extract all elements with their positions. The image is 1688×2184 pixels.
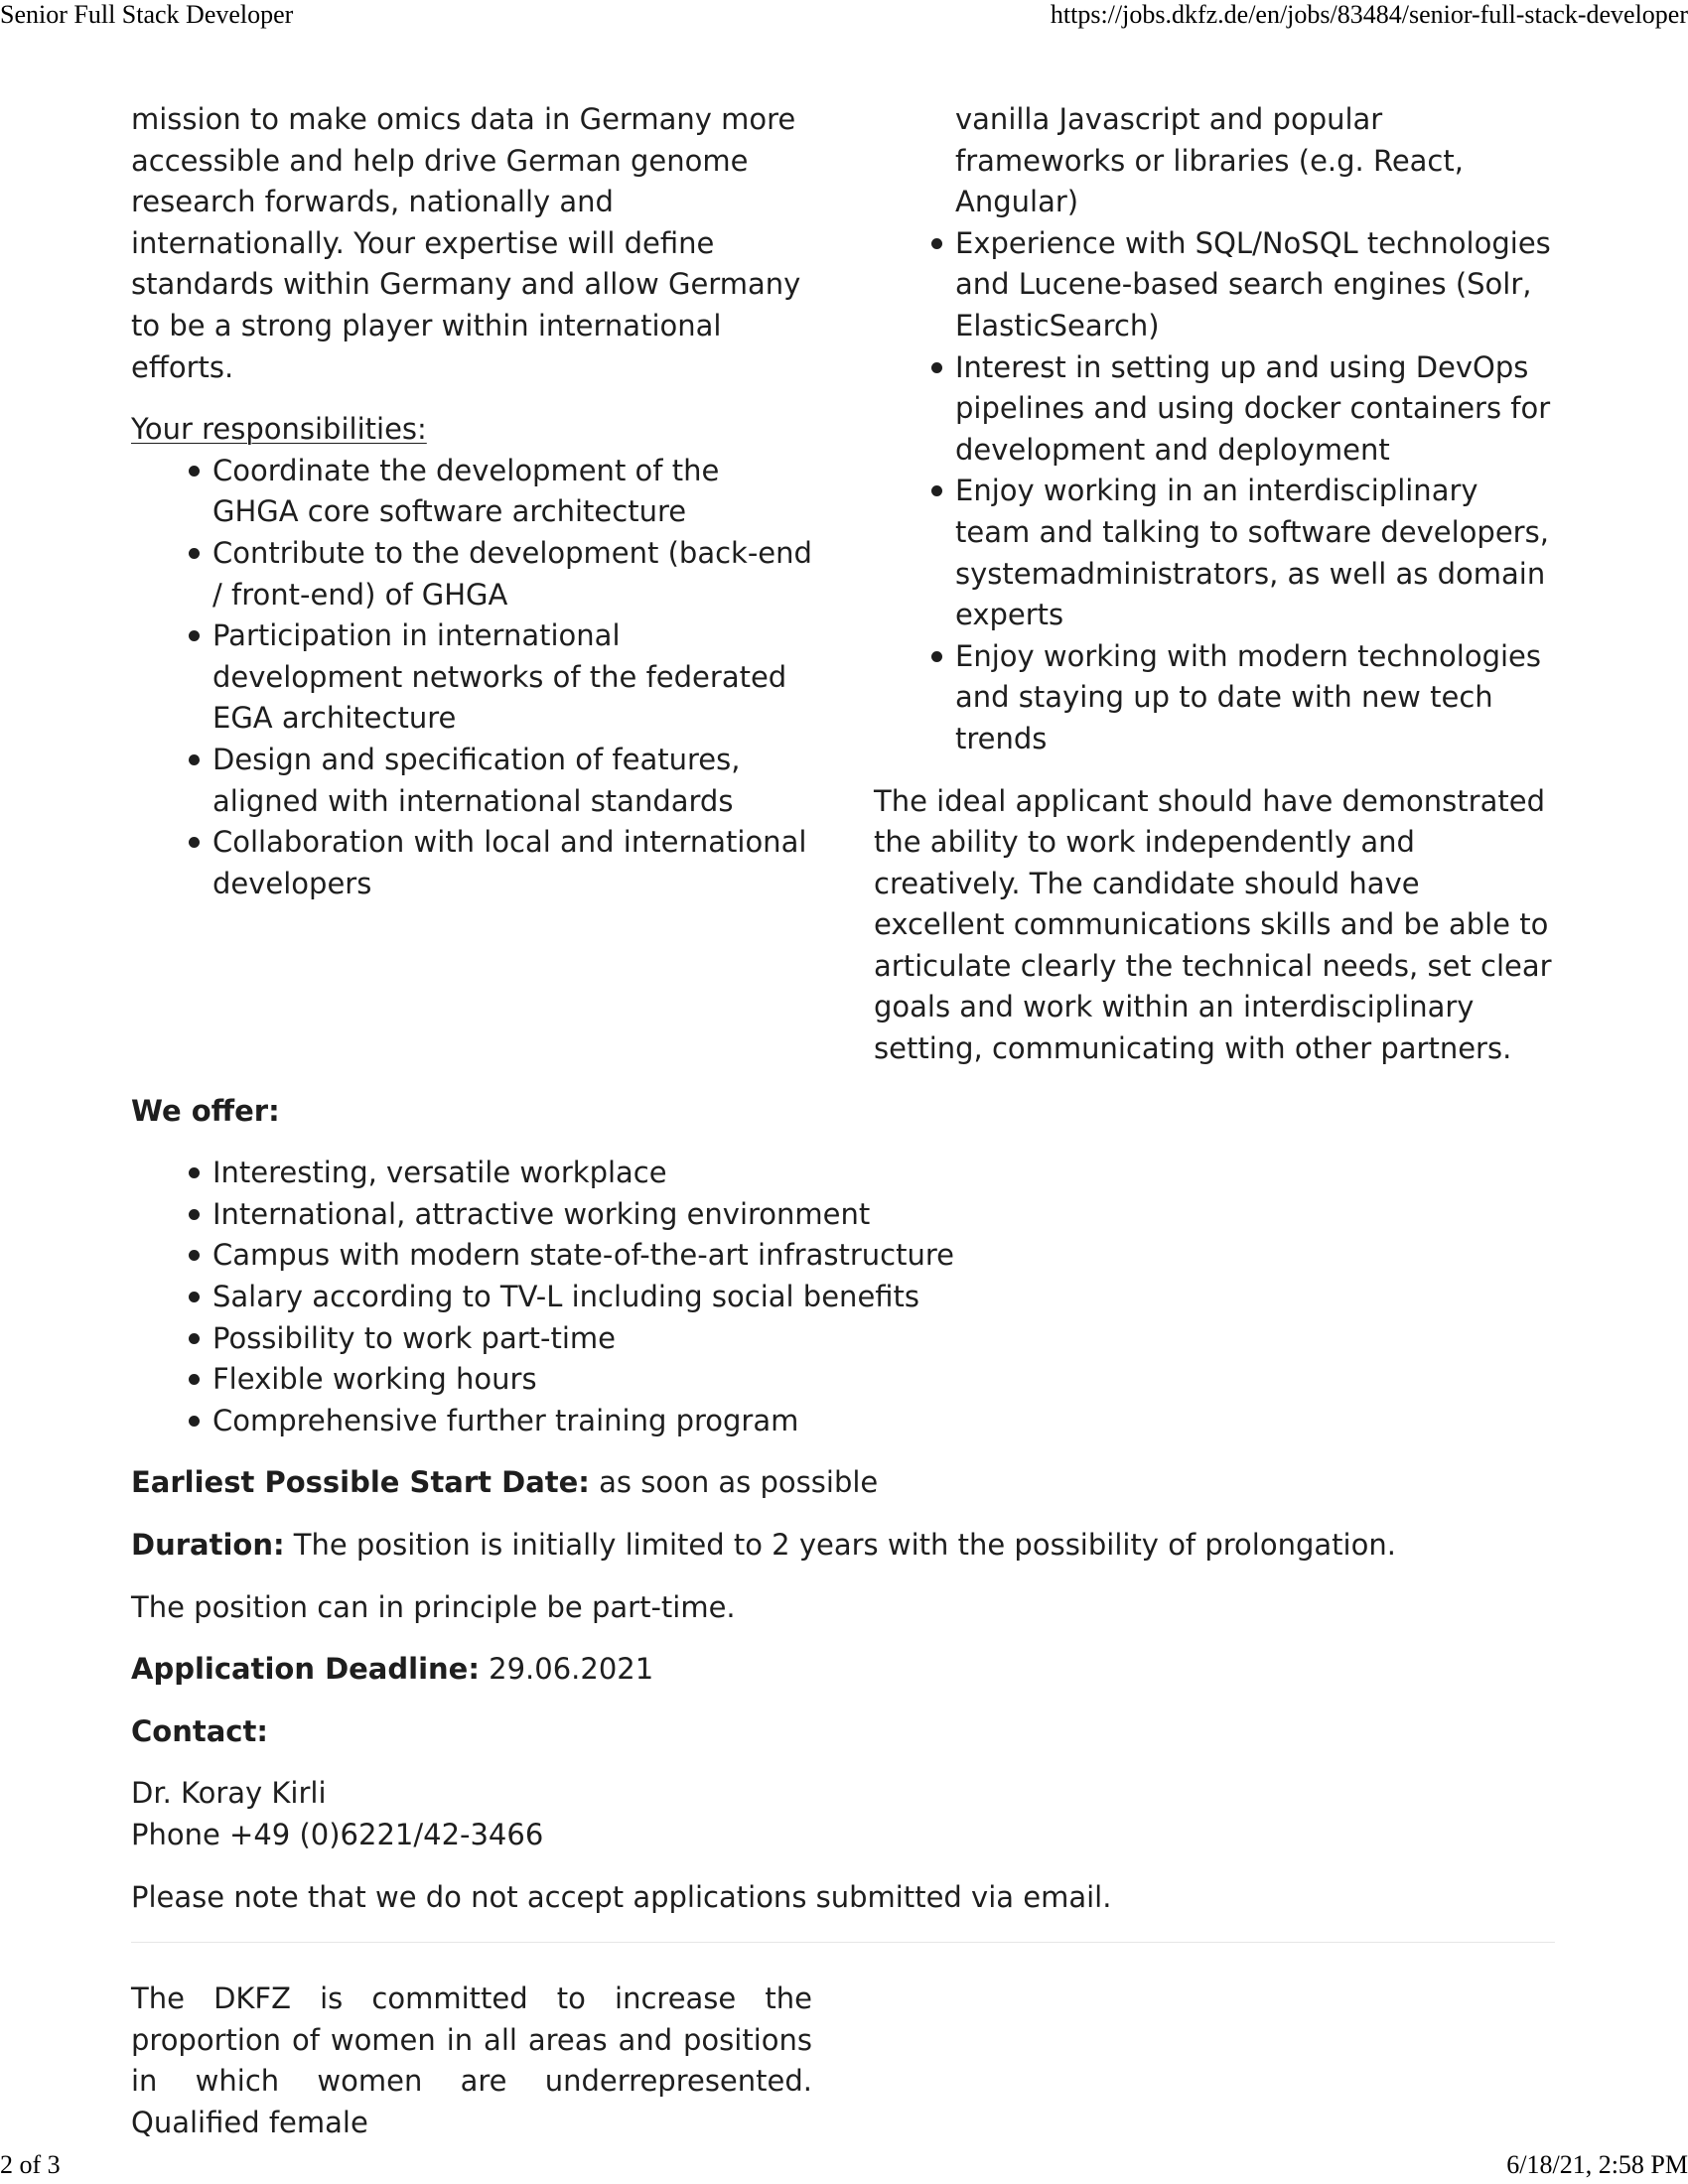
list-item: Salary according to TV-L including social benefits [212, 1277, 1555, 1318]
list-item: Contribute to the development (back-end / front-end) of GHGA [212, 533, 812, 615]
deadline-value: 29.06.2021 [479, 1652, 654, 1687]
email-note: Please note that we do not accept applications submitted via email. [131, 1879, 1112, 1914]
list-item-continued: vanilla Javascript and popular frameworks or libraries (e.g. React, Angular) [955, 102, 1464, 219]
list-item: Coordinate the development of the GHGA core software architecture [212, 451, 812, 533]
print-datetime: 6/18/21, 2:58 PM [1506, 2150, 1688, 2179]
list-item: Participation in international development networks of the federated EGA architecture [212, 615, 812, 740]
print-page-title: Senior Full Stack Developer [0, 0, 294, 29]
print-url[interactable]: https://jobs.dkfz.de/en/jobs/83484/senior-full-stack-developer [1050, 0, 1688, 29]
deadline-label: Application Deadline: [131, 1652, 480, 1687]
contact-phone[interactable]: Phone +49 (0)6221/42-3466 [131, 1817, 544, 1851]
list-item: Enjoy working in an interdisciplinary team and talking to software developers, systemadministrators, as well as domain experts [955, 471, 1555, 635]
responsibilities-heading: Your responsibilities: [131, 412, 427, 447]
part-time-note: The position can in principle be part-time. [131, 1589, 736, 1624]
contact-block [131, 1773, 1555, 1855]
start-date-value: as soon as possible [589, 1465, 879, 1500]
list-item: Enjoy working with modern technologies and staying up to date with new tech trends [955, 636, 1555, 760]
equal-opportunity-paragraph: The DKFZ is committed to increase the proportion of women in all areas and positions in which women are underrepresented. Qualified female [131, 1981, 812, 2139]
contact-heading: Contact: [131, 1713, 268, 1748]
page-number: 2 of 3 [0, 2150, 61, 2179]
requirements-list [874, 99, 1555, 760]
list-item: Possibility to work part-time [212, 1318, 1555, 1360]
contact-name: Dr. Koray Kirli [131, 1776, 327, 1811]
list-item: Comprehensive further training program [212, 1401, 1555, 1442]
job-posting-content [131, 99, 1555, 2165]
application-deadline [131, 1649, 1555, 1691]
list-item: Collaboration with local and international developers [212, 822, 812, 904]
list-item: Experience with SQL/NoSQL technologies and Lucene-based search engines (Solr, ElasticSearch) [955, 223, 1555, 347]
list-item: Interest in setting up and using DevOps pipelines and using docker containers for development and deployment [955, 347, 1555, 472]
list-item: Interesting, versatile workplace [212, 1153, 1555, 1194]
print-footer [0, 2150, 1688, 2182]
responsibilities-list [131, 451, 812, 905]
list-item: Campus with modern state-of-the-art infrastructure [212, 1235, 1555, 1277]
start-date-label: Earliest Possible Start Date: [131, 1465, 590, 1500]
two-column-section [131, 99, 1555, 1091]
list-item: Flexible working hours [212, 1359, 1555, 1401]
list-item: Design and specification of features, aligned with international standards [212, 740, 812, 822]
duration [131, 1525, 1555, 1567]
right-column [874, 99, 1555, 1091]
list-item: International, attractive working environment [212, 1194, 1555, 1236]
section-divider [131, 1942, 1555, 1943]
ideal-applicant-paragraph: The ideal applicant should have demonstrated the ability to work independently and creatively. The candidate should have excellent communications skills and be able to articulate clearly the technical needs, set clear goals and work within an interdisciplinary setting, communicating with other partners. [874, 783, 1552, 1066]
duration-value: The position is initially limited to 2 years with the possibility of prolongation. [284, 1528, 1396, 1562]
offer-list [131, 1153, 1555, 1441]
duration-label: Duration: [131, 1528, 285, 1562]
offer-heading: We offer: [131, 1093, 280, 1128]
left-column [131, 99, 812, 1091]
intro-paragraph: mission to make omics data in Germany more accessible and help drive German genome research forwards, nationally and internationally. Your expertise will define standards within Germany and allow Germany to be a strong player within international efforts. [131, 102, 801, 384]
print-header [0, 0, 1688, 32]
start-date [131, 1462, 1555, 1504]
